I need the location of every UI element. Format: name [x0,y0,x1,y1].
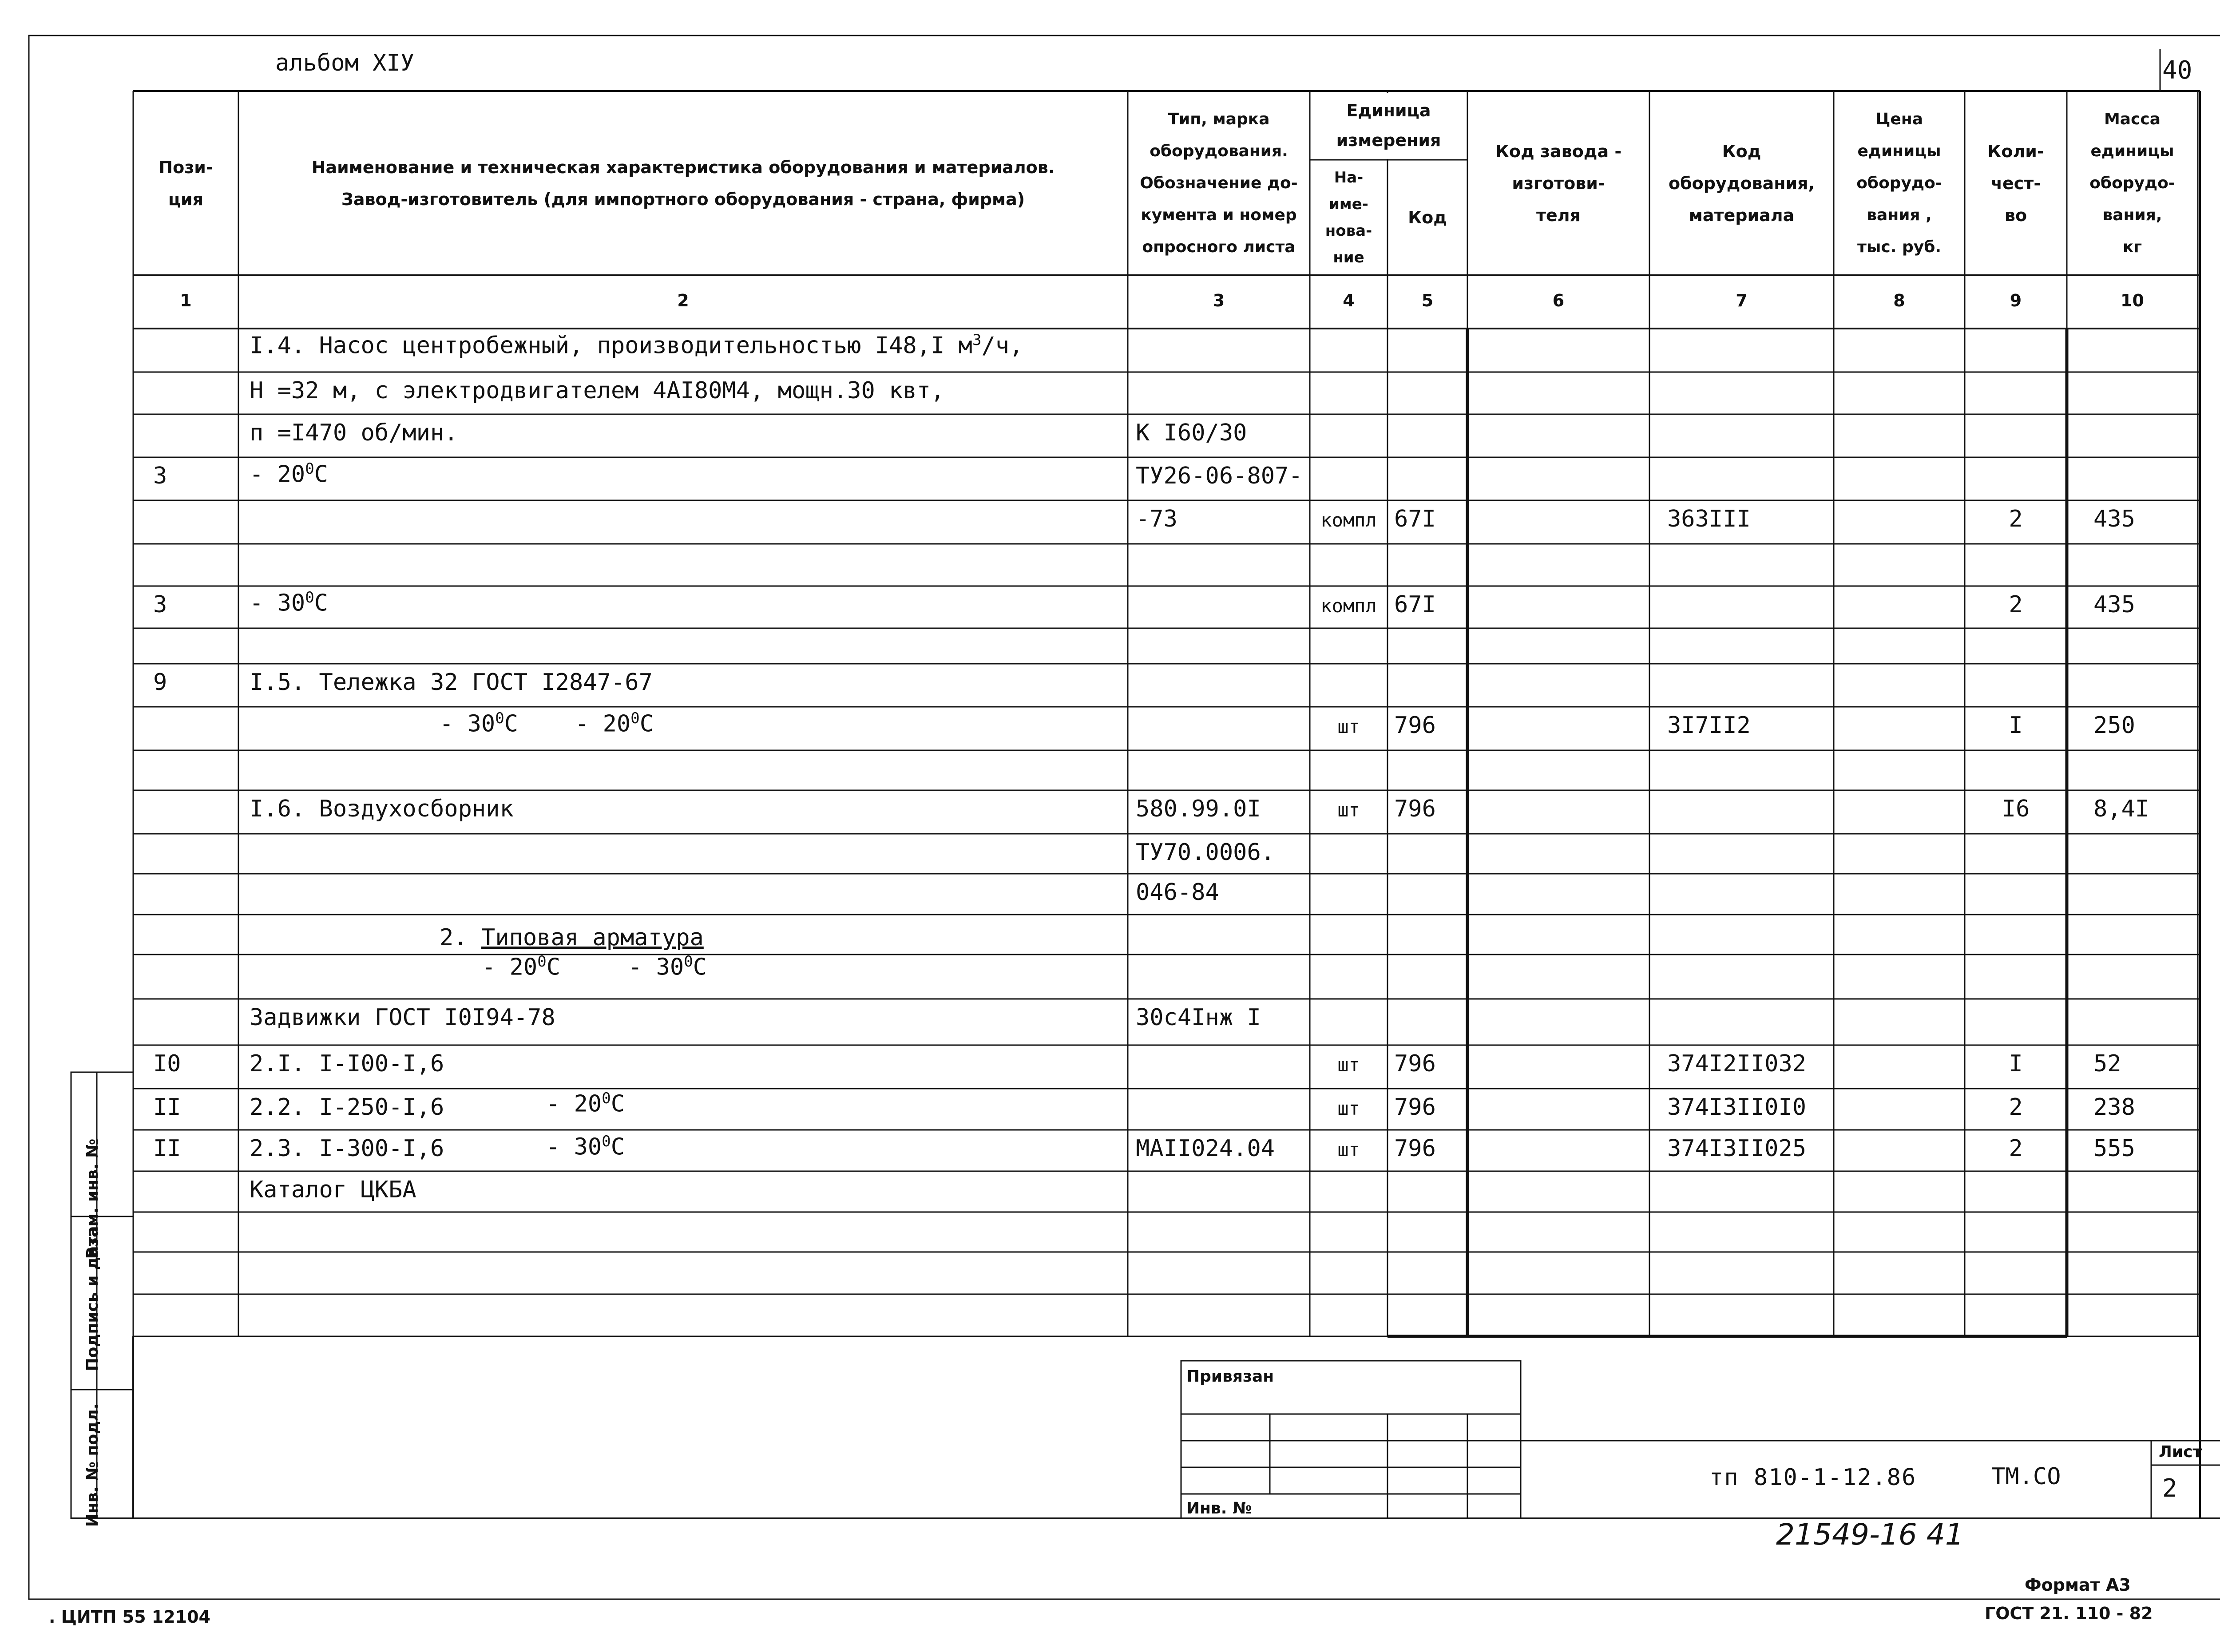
page-number: 40 [2162,56,2192,85]
header-line: во [2004,205,2027,225]
cell-unit-name: шт [1337,1097,1360,1119]
section-title-text: Типовая арматура [481,924,704,951]
text-part: - 20 [250,461,305,488]
text-part: /ч, [981,332,1023,359]
cell-type: ТУ70.0006. [1136,839,1275,866]
column-number: 4 [1343,291,1355,310]
column-number: 2 [677,291,689,310]
cell-position: I0 [153,1050,181,1077]
column-number: 10 [2121,291,2144,310]
footer-gost: ГОСТ 21. 110 - 82 [1985,1604,2153,1623]
header-line: опросного листа [1142,238,1296,256]
cell-quantity: 2 [2009,1094,2023,1121]
header-line: Тип, марка [1168,110,1270,128]
cell-name [250,331,1023,359]
text-part: С [639,710,654,737]
header-line: Масса [2104,110,2161,128]
column-number: 6 [1552,291,1565,310]
cell-unit-code: 796 [1394,1135,1436,1162]
cell-unit-name: шт [1337,1139,1360,1161]
doc-code: тп 810-1-12.86 [1709,1464,1917,1491]
header-line: единицы [1857,142,1941,160]
side-label-inv: Инв. № подл. [83,1403,102,1527]
cell-mass: 8,4I [2093,796,2149,822]
cell-quantity: I [2009,712,2023,739]
row-temp-b [575,709,654,737]
header-line: нова- [1325,222,1372,240]
text-part: - 30 [440,710,496,737]
header-equipment-code [1649,91,1834,275]
inv-no-label: Инв. № [1186,1499,1252,1517]
cell-unit-name: шт [1337,799,1360,821]
cell-quantity: 2 [2009,591,2023,618]
cell-position: II [153,1094,181,1121]
header-unit-code [1388,160,1467,275]
cell-quantity: 2 [2009,1135,2023,1162]
cell-name: 2.I. I-I00-I,6 [250,1050,444,1077]
cell-mass: 238 [2093,1094,2135,1121]
column-number: 1 [180,291,192,310]
superscript: 0 [495,709,504,727]
header-factory-code [1467,91,1649,275]
footer-left: . ЦИТП 55 12104 [49,1607,210,1627]
text-part: С [314,590,329,617]
cell-type: 580.99.0I [1136,796,1261,822]
cell-name: Н =32 м, с электродвигателем 4АI80М4, мощн.30 квт, [250,377,945,404]
header-line: Обозначение до- [1140,174,1298,192]
cell-name [250,589,328,616]
cell-mass: 555 [2093,1135,2135,1162]
header-line: ние [1333,249,1364,266]
cell-unit-code: 67I [1394,506,1436,532]
header-line: Коли- [1987,141,2044,161]
superscript: 0 [305,460,314,478]
cell-name: 2.3. I-300-I,6 [250,1135,444,1162]
doc-suffix: ТМ.СО [1991,1463,2061,1490]
cell-equipment-code: 374I2II032 [1667,1050,1807,1077]
header-line: вания, [2102,206,2162,224]
row-temp [546,1133,625,1160]
header-type [1128,91,1310,275]
header-line: изготови- [1512,173,1605,193]
cell-unit-name: компл [1320,595,1377,617]
header-line: име- [1329,195,1368,213]
cell-type: 046-84 [1136,879,1219,906]
cell-name: Каталог ЦКБА [250,1177,416,1203]
column-number: 8 [1893,291,1905,310]
header-line: теля [1536,205,1581,225]
text-part: С [546,954,561,981]
header-line: Код завода - [1495,141,1622,161]
text-part: С [314,461,329,488]
header-quantity [1965,91,2067,275]
text-part: С [504,710,519,737]
header-line: материала [1689,205,1795,225]
header-line: вания , [1867,206,1932,224]
text-part: I.4. Насос центробежный, производительностью I48,I м [250,332,972,359]
cell-unit-code: 796 [1394,1094,1436,1121]
cell-equipment-code: 374I3II025 [1667,1135,1807,1162]
superscript: 0 [630,709,640,727]
column-number: 7 [1736,291,1748,310]
cell-mass: 52 [2093,1050,2121,1077]
header-unit [1310,91,1467,160]
section-temp-b [628,953,707,980]
cell-unit-name: компл [1320,509,1377,531]
cell-name: Задвижки ГОСТ I0I94-78 [250,1004,555,1031]
cell-quantity: I6 [2002,796,2030,822]
cell-name [250,460,328,487]
cell-type: ТУ26-06-807- [1136,463,1303,489]
section-temp-a [482,953,560,980]
cell-name: I.5. Тележка 32 ГОСТ I2847-67 [250,669,653,696]
header-line: единицы [2090,142,2174,160]
header-line: Код [1722,141,1761,161]
header-position [133,91,238,275]
header-line: ция [168,189,204,209]
superscript: 3 [972,331,982,349]
cell-type: К I60/30 [1136,420,1247,446]
privyazan-label: Привязан [1186,1367,1274,1386]
header-mass [2067,91,2198,275]
text-part: - 20 [546,1090,602,1117]
cell-position: 9 [153,669,167,696]
list-label: Лист [2159,1443,2202,1461]
superscript: 0 [684,953,693,971]
row-temp [546,1089,625,1117]
list-value: 2 [2162,1474,2177,1503]
header-price [1834,91,1965,275]
cell-mass: 250 [2093,712,2135,739]
superscript: 0 [305,589,314,606]
header-line: оборудо- [2089,174,2175,192]
row-temp-a [440,709,518,737]
column-number: 3 [1213,291,1225,310]
handwritten-number: 21549-16 41 [1776,1517,1964,1552]
cell-equipment-code: 363III [1667,506,1751,532]
cell-unit-code: 796 [1394,1050,1436,1077]
header-unit-name [1310,160,1388,275]
header-line: кг [2122,238,2142,256]
cell-position: II [153,1135,181,1162]
header-line: измерения [1336,130,1441,150]
cell-unit-code: 796 [1394,796,1436,822]
cell-equipment-code: 3I7II2 [1667,712,1751,739]
cell-position: 3 [153,463,167,489]
header-line: Наименование и техническая характеристика оборудования и материалов. [311,157,1055,177]
cell-unit-code: 67I [1394,591,1436,618]
cell-name: I.6. Воздухосборник [250,796,514,822]
footer-format: Формат А3 [2025,1575,2131,1595]
section-2-title [440,924,704,951]
superscript: 0 [602,1089,611,1107]
header-line: Завод-изготовитель (для импортного оборудования - страна, фирма) [341,189,1025,209]
cell-type: 30с4Iнж I [1136,1004,1261,1031]
header-line: тыс. руб. [1857,238,1942,256]
text-part: - 20 [575,710,631,737]
side-label-vzam: Взам. инв. № [83,1138,102,1259]
header-line: На- [1334,169,1364,186]
cell-quantity: I [2009,1050,2023,1077]
superscript: 0 [602,1133,611,1150]
cell-unit-name: шт [1337,716,1360,737]
header-line: кумента и номер [1141,206,1297,224]
cell-position: 3 [153,591,167,618]
header-line: Цена [1875,110,1923,128]
header-line: оборудования. [1150,142,1288,160]
superscript: 0 [537,953,547,971]
text-part: С [693,954,707,981]
side-label-podpis: Подпись и дата [83,1226,102,1371]
header-line: чест- [1990,173,2041,193]
cell-equipment-code: 374I3II0I0 [1667,1094,1807,1121]
cell-name: 2.2. I-250-I,6 [250,1094,444,1121]
text-part: С [610,1133,625,1161]
text-part: - 20 [482,954,538,981]
header-name [238,91,1128,275]
header-line: Единица [1346,100,1431,120]
column-number: 5 [1421,291,1434,310]
text-part: - 30 [546,1133,602,1161]
header-line: Код [1408,208,1447,227]
album-label: альбом XIУ [275,50,415,76]
header-line: оборудо- [1856,174,1942,192]
cell-mass: 435 [2093,506,2135,532]
section-number: 2. [440,924,481,951]
cell-unit-code: 796 [1394,712,1436,739]
cell-type: МАII024.04 [1136,1135,1275,1162]
text-part: - 30 [628,954,684,981]
cell-unit-name: шт [1337,1054,1360,1076]
cell-quantity: 2 [2009,506,2023,532]
column-number: 9 [2010,291,2022,310]
header-line: оборудования, [1669,173,1815,193]
text-part: - 30 [250,590,305,617]
cell-type: -73 [1136,506,1177,532]
header-line: Пози- [159,157,213,177]
cell-mass: 435 [2093,591,2135,618]
cell-name: п =I470 об/мин. [250,420,458,446]
text-part: С [610,1090,625,1117]
